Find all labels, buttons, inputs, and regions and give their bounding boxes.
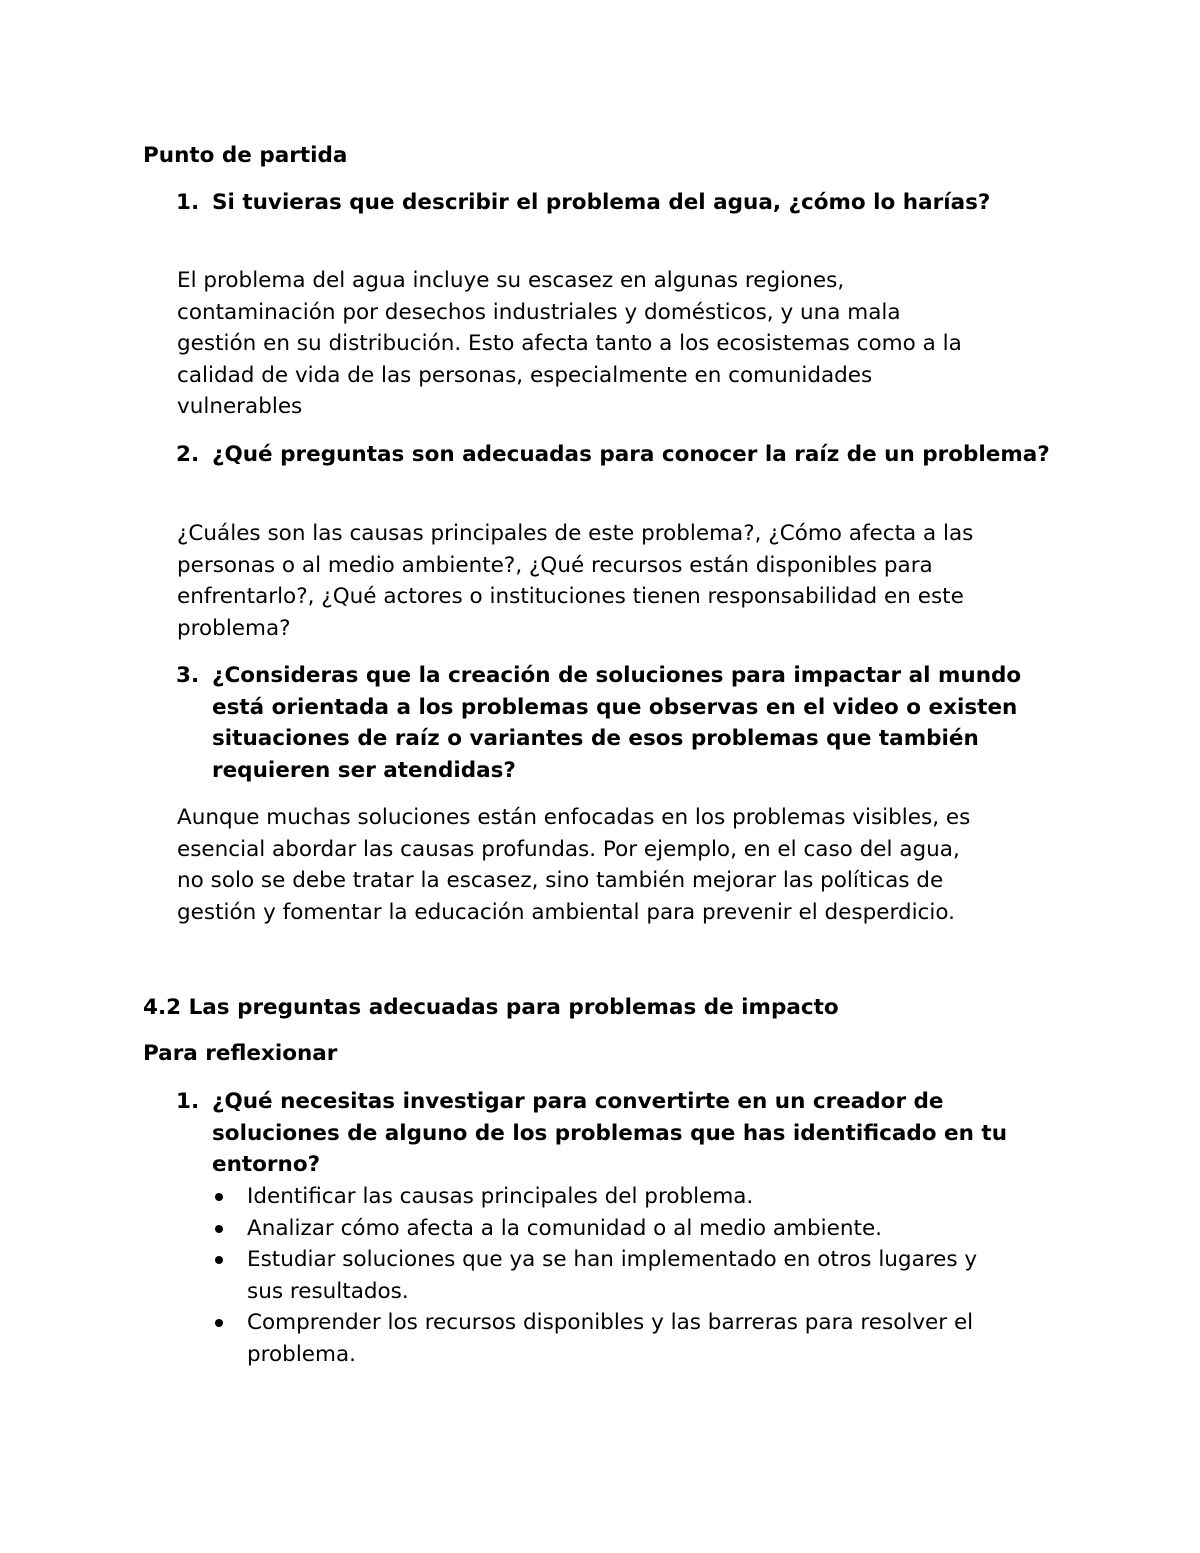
answer-line: gestión en su distribución. Esto afecta tanto a los ecosistemas como a la (177, 331, 962, 356)
bullet-icon (215, 1319, 223, 1327)
answer-line: Aunque muchas soluciones están enfocadas en los problemas visibles, es (177, 805, 971, 830)
subheading-para-reflexionar: Para reflexionar (143, 1041, 338, 1066)
answer-line: calidad de vida de las personas, especialmente en comunidades (177, 362, 873, 388)
list-item (212, 1181, 1092, 1213)
list-item-text: Comprender los recursos disponibles y las barreras para resolver el (247, 1310, 974, 1335)
answer-line: problema? (177, 615, 291, 641)
answer-line: ¿Cuáles son las causas principales de este problema?, ¿Cómo afecta a las (177, 521, 974, 546)
answer-line: vulnerables (177, 394, 303, 419)
question-number: 2. (176, 442, 200, 467)
question-text: ¿Qué preguntas son adecuadas para conocer la raíz de un problema? (212, 442, 1050, 467)
list-item-text: Estudiar soluciones que ya se han implementado en otros lugares y (247, 1247, 978, 1272)
section-heading-punto-de-partida: Punto de partida (143, 143, 348, 168)
answer-line: gestión y fomentar la educación ambiental para prevenir el desperdicio. (177, 899, 955, 925)
question-1 (176, 187, 1076, 219)
answer-line: El problema del agua incluye su escasez en algunas regiones, (177, 268, 845, 293)
section-heading-4-2: 4.2 Las preguntas adecuadas para problemas de impacto (143, 995, 839, 1020)
bullet-icon (215, 1256, 223, 1264)
bullet-list (212, 1181, 1092, 1370)
answer-line: contaminación por desechos industriales y domésticos, y una mala (177, 299, 901, 325)
question-3 (176, 660, 1076, 786)
question-text: Si tuvieras que describir el problema del agua, ¿cómo lo harías? (212, 190, 991, 215)
list-item (212, 1244, 1092, 1307)
answer-line: enfrentarlo?, ¿Qué actores o instituciones tienen responsabilidad en este (177, 584, 964, 609)
answer-3 (177, 802, 1077, 928)
question-number: 3. (176, 663, 200, 688)
question-text: ¿Consideras que la creación de soluciones para impactar al mundo está orientada a los problemas que observas en el video o existen situaciones de raíz o variantes de esos problemas que también requieren ser atendidas? (212, 663, 1022, 783)
list-item (212, 1213, 1092, 1245)
list-item-text: Identificar las causas principales del problema. (247, 1184, 754, 1209)
answer-1 (177, 265, 1077, 423)
question-text: ¿Qué necesitas investigar para convertirte en un creador de soluciones de alguno de los problemas que has identificado en tu entorno? (212, 1089, 1008, 1177)
question-number: 1. (176, 1089, 200, 1114)
list-item (212, 1307, 1092, 1370)
list-item-text: Analizar cómo afecta a la comunidad o al medio ambiente. (247, 1215, 883, 1241)
question-number: 1. (176, 190, 200, 215)
bullet-icon (215, 1225, 223, 1233)
bullet-icon (215, 1193, 223, 1201)
answer-line: no solo se debe tratar la escasez, sino también mejorar las políticas de (177, 868, 944, 893)
answer-line: personas o al medio ambiente?, ¿Qué recursos están disponibles para (177, 552, 933, 578)
answer-line: esencial abordar las causas profundas. Por ejemplo, en el caso del agua, (177, 836, 960, 862)
list-item-text: sus resultados. (247, 1278, 409, 1304)
list-item-text: problema. (247, 1341, 356, 1367)
reflection-question-1 (176, 1086, 1076, 1181)
question-2 (176, 439, 1076, 471)
answer-2 (177, 518, 1077, 644)
